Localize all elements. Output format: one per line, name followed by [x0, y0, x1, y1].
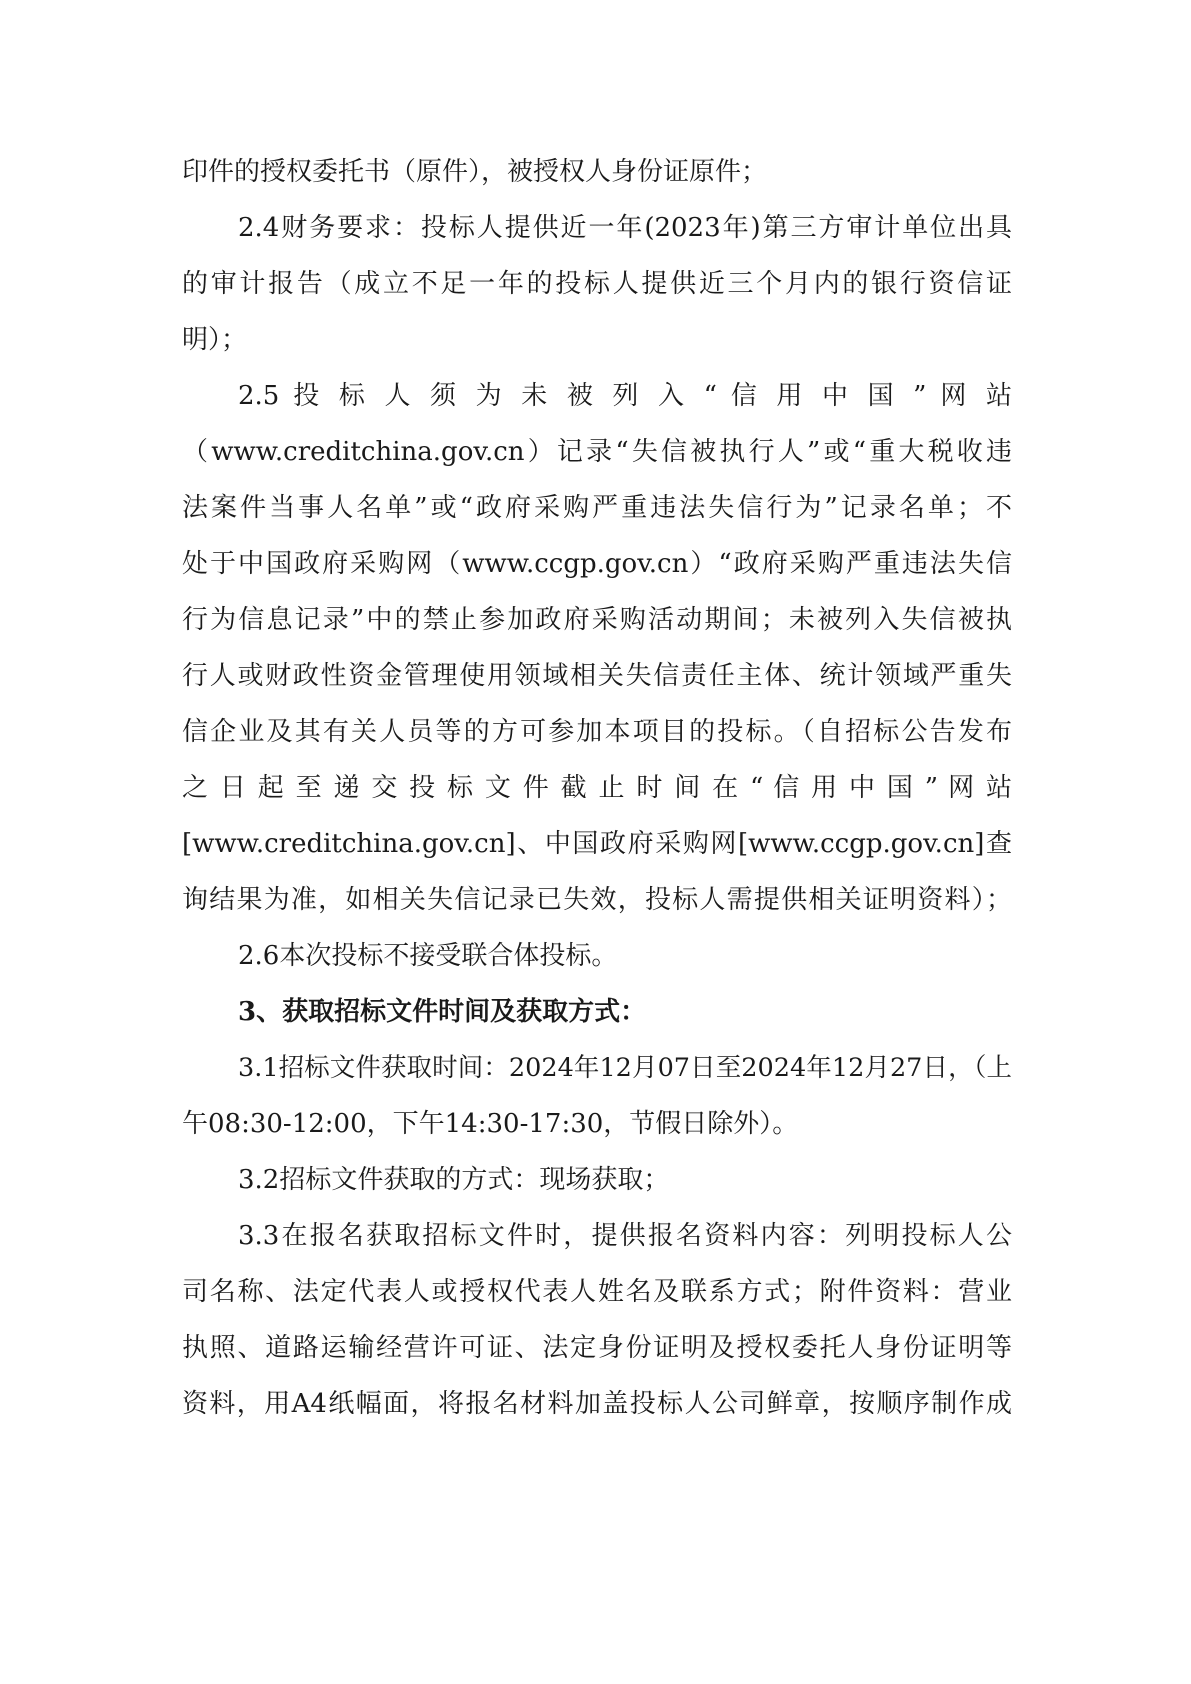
section-heading: 3、获取招标文件时间及获取方式： [238, 997, 647, 1027]
text-line: 执照、道路运输经营许可证、法定身份证明及授权委托人身份证明等 [182, 1333, 1012, 1363]
text-line: 印件的授权委托书（原件），被授权人身份证原件； [182, 157, 768, 187]
text-line: （www.creditchina.gov.cn）记录“失信被执行人”或“重大税收违 [182, 437, 1012, 467]
text-line: 2.5 投 标 人 须 为 未 被 列 入 “ 信 用 中 国 ” 网 站 [238, 381, 1012, 411]
text-line: 3.3在报名获取招标文件时，提供报名资料内容：列明投标人公 [238, 1221, 1012, 1251]
text-line: 法案件当事人名单”或“政府采购严重违法失信行为”记录名单；不 [182, 493, 1012, 523]
text-line: [www.creditchina.gov.cn]、中国政府采购网[www.ccgp.gov.cn]查 [182, 829, 1012, 859]
text-line: 明）； [182, 325, 248, 355]
text-line: 午08:30-12:00，下午14:30-17:30，节假日除外）。 [182, 1109, 799, 1139]
text-line: 2.4财务要求：投标人提供近一年(2023年)第三方审计单位出具 [238, 213, 1012, 243]
text-line: 的审计报告（成立不足一年的投标人提供近三个月内的银行资信证 [182, 269, 1012, 299]
text-line: 处于中国政府采购网（www.ccgp.gov.cn）“政府采购严重违法失信 [182, 549, 1012, 579]
text-line: 行为信息记录”中的禁止参加政府采购活动期间；未被列入失信被执 [182, 605, 1012, 635]
text-line: 行人或财政性资金管理使用领域相关失信责任主体、统计领域严重失 [182, 661, 1012, 691]
text-line: 2.6本次投标不接受联合体投标。 [238, 941, 618, 971]
text-line: 之 日 起 至 递 交 投 标 文 件 截 止 时 间 在 “ 信 用 中 国 ” 网 站 [182, 773, 1012, 803]
text-line: 资料，用A4纸幅面，将报名材料加盖投标人公司鲜章，按顺序制作成 [182, 1389, 1012, 1419]
text-line: 3.2招标文件获取的方式：现场获取； [238, 1165, 670, 1195]
text-line: 询结果为准，如相关失信记录已失效，投标人需提供相关证明资料）； [182, 885, 1012, 915]
text-line: 3.1招标文件获取时间：2024年12月07日至2024年12月27日，（上 [238, 1053, 1012, 1083]
text-line: 信企业及其有关人员等的方可参加本项目的投标。（自招标公告发布 [182, 717, 1012, 747]
text-line: 司名称、法定代表人或授权代表人姓名及联系方式；附件资料：营业 [182, 1277, 1012, 1307]
